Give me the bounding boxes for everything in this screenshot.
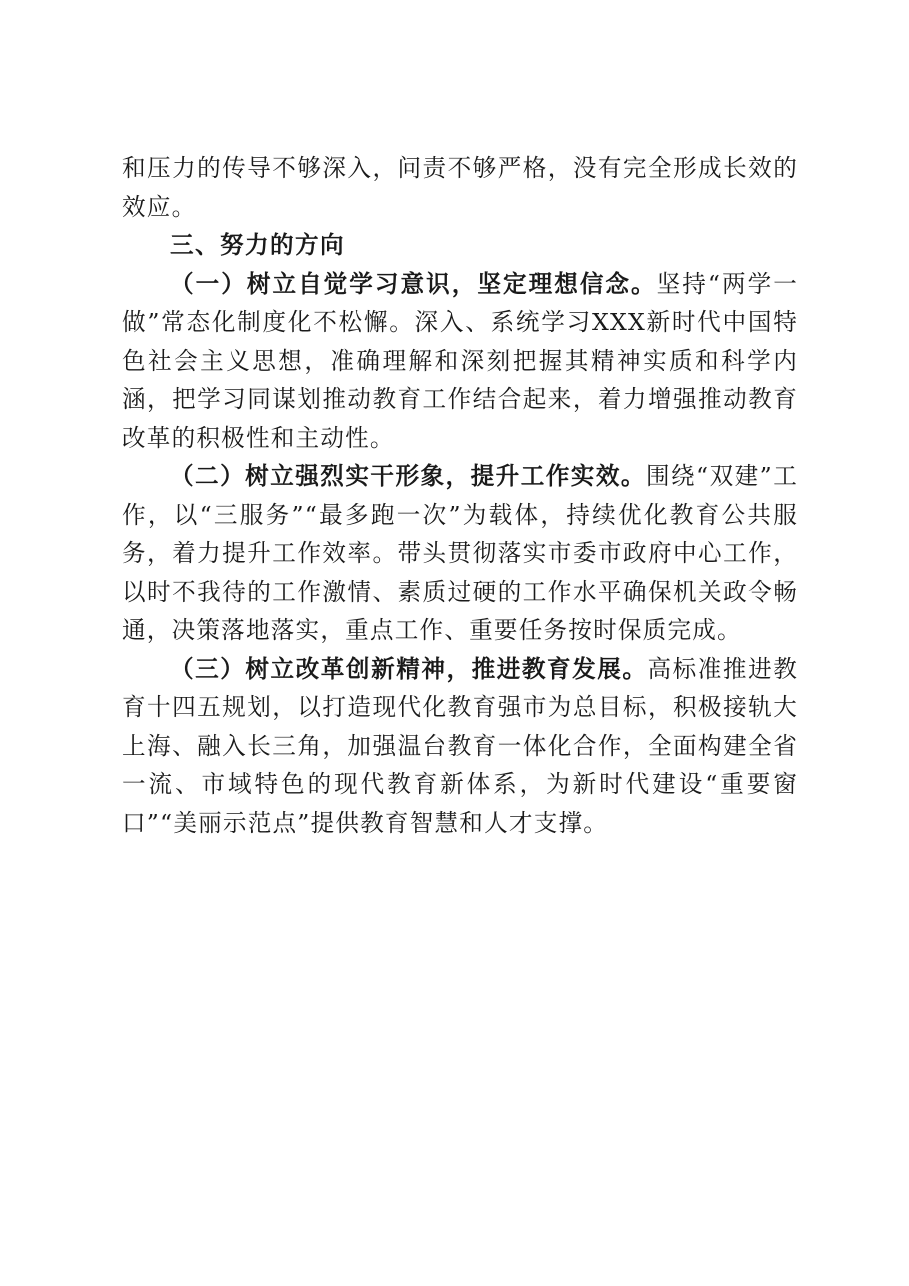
item-title-3: （三）树立改革创新精神，推进教育发展。 [170,654,648,683]
item-paragraph-1 [122,265,798,458]
item-paragraph-2 [122,457,798,650]
document-body [122,149,798,842]
item-body-3: 高标准推进教育十四五规划，以打造现代化教育强市为总目标，积极接轨大上海、融入长三角，加强温台教育一体化合作，全面构建全省一流、市域特色的现代教育新体系，为新时代建设“重要窗口”“美丽示范点”提供教育智慧和人才支撑。 [122,654,798,837]
item-paragraph-3 [122,650,798,843]
item-body-2: 围绕“双建”工作，以“三服务”“最多跑一次”为载体，持续优化教育公共服务，着力提升工作效率。带头贯彻落实市委市政府中心工作，以时不我待的工作激情、素质过硬的工作水平确保机关政令畅通，决策落地落实，重点工作、重要任务按时保质完成。 [122,462,798,644]
item-title-2: （二）树立强烈实干形象，提升工作实效。 [170,462,646,490]
item-body-1: 坚持“两学一做”常态化制度化不松懈。深入、系统学习XXX新时代中国特色社会主义思想，准确理解和深刻把握其精神实质和科学内涵，把学习同谋划推动教育工作结合起来，着力增强推动教育改革的积极性和主动性。 [122,269,798,452]
section-heading: 三、努力的方向 [170,231,345,259]
item-title-1: （一）树立自觉学习意识，坚定理想信念。 [170,269,657,298]
continuation-paragraph: 和压力的传导不够深入，问责不够严格，没有完全形成长效的效应。 [122,154,798,221]
